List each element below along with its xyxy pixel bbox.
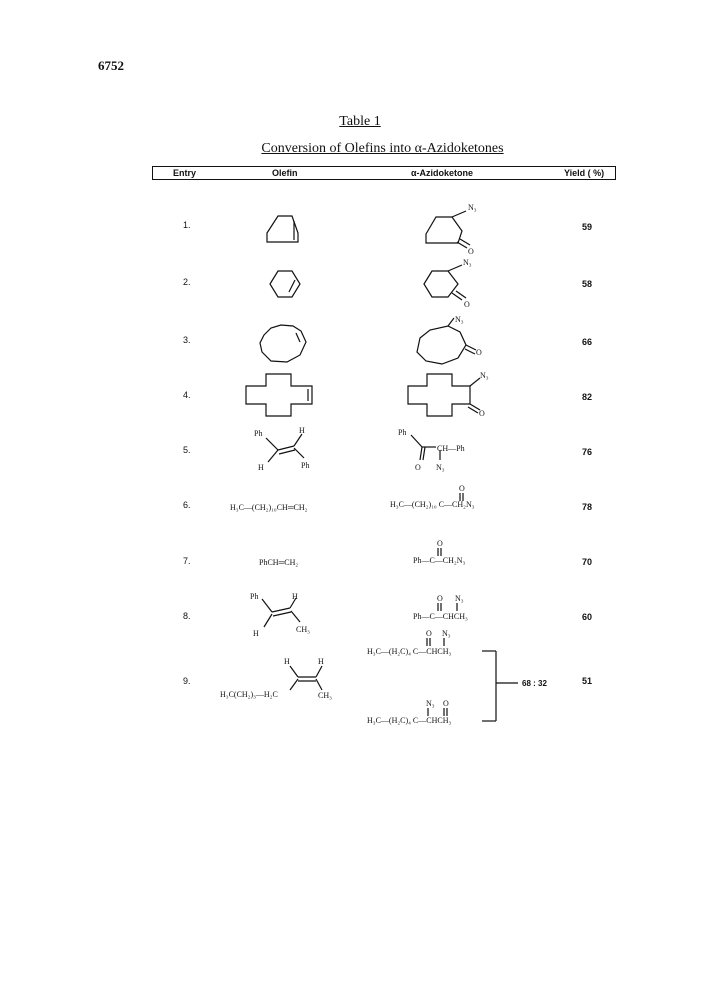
isomer-bracket [482, 651, 518, 721]
carbonyl-6 [459, 484, 465, 501]
oxygen-label: O [476, 348, 482, 357]
entry-number: 7. [183, 556, 191, 566]
hydrogen-label: H [253, 629, 259, 638]
oxygen-label: O [459, 484, 465, 493]
ketone-formula-9a: H₃C—(H₂C)₄ C—CHCH₃ [367, 647, 452, 656]
methyl-label: CH₃ [318, 691, 332, 700]
page-number: 6752 [98, 58, 124, 73]
azide-label: N₃ [436, 463, 445, 472]
carbonyl-8 [437, 594, 464, 611]
yield-value: 82 [582, 392, 593, 402]
ketone-formula-9b: H₃C—(H₂C)₄ C—CHCH₃ [367, 716, 452, 725]
stilbene-structure [254, 426, 309, 472]
azide-label: N₃ [480, 371, 489, 380]
yield-value: 58 [582, 279, 593, 289]
oxygen-label: O [464, 300, 470, 309]
methyl-label: CH₃ [296, 625, 310, 634]
cyclopentene-structure [267, 216, 298, 242]
hydrogen-label: H [292, 592, 298, 601]
azidocycloheptanone-structure [417, 315, 482, 364]
entry-number: 3. [183, 335, 191, 345]
hydrogen-label: H [284, 657, 290, 666]
yield-value: 59 [582, 222, 593, 232]
carbonyl-7 [437, 539, 443, 556]
hydrogen-label: H [258, 463, 264, 472]
carbonyl-9a [426, 629, 451, 646]
yield-value: 76 [582, 447, 593, 457]
yield-value: 51 [582, 676, 593, 686]
phenyl-label: Ph [301, 461, 310, 470]
desyl-azide-structure [398, 428, 465, 472]
entry-number: 6. [183, 500, 191, 510]
azide-label: N₃ [455, 315, 464, 324]
yield-value: 60 [582, 612, 593, 622]
entry-number: 5. [183, 445, 191, 455]
oxygen-label: O [479, 409, 485, 418]
olefin-formula-9: H₃C(CH₂)₃—H₂C [220, 690, 278, 699]
entry-number: 2. [183, 277, 191, 287]
carbonyl-9b [426, 699, 449, 716]
cycloheptene-structure [260, 325, 306, 362]
entry-number: 4. [183, 390, 191, 400]
ketone-formula-8: Ph—C—CHCH₃ [413, 612, 468, 621]
ch-phenyl-label: CH—Ph [437, 444, 465, 453]
methylstyrene-structure [250, 592, 310, 638]
header-yield: Yield ( %) [564, 168, 605, 178]
header-entry: Entry [173, 168, 197, 178]
azidocyclopentanone-structure [426, 203, 477, 256]
phenyl-label: Ph [254, 429, 263, 438]
oxygen-label: O [468, 247, 474, 256]
yield-value: 78 [582, 502, 593, 512]
table-caption: Conversion of Olefins into α-Azidoketones [261, 141, 504, 156]
olefin-formula-6: H₃C—(CH₂)₁₀CH═CH₂ [230, 503, 308, 512]
hydrogen-label: H [299, 426, 305, 435]
oxygen-label: O [437, 594, 443, 603]
hydrogen-label: H [318, 657, 324, 666]
header-azidoketone: α-Azidoketone [411, 168, 474, 178]
yield-value: 70 [582, 557, 593, 567]
azide-label: N₃ [455, 594, 464, 603]
azide-label: N₃ [426, 699, 435, 708]
azidocyclododecanone-structure [408, 371, 489, 418]
phenyl-label: Ph [250, 592, 259, 601]
isomer-ratio: 68 : 32 [522, 679, 547, 688]
azide-label: N₃ [468, 203, 477, 212]
header-olefin: Olefin [272, 168, 298, 178]
oxygen-label: O [437, 539, 443, 548]
azide-label: N₃ [442, 629, 451, 638]
entry-number: 8. [183, 611, 191, 621]
ketone-formula-6: H₃C—(CH₂)₁₀ C—CH₂N₃ [390, 500, 475, 509]
yield-value: 66 [582, 337, 593, 347]
oxygen-label: O [426, 629, 432, 638]
phenyl-label: Ph [398, 428, 407, 437]
octene-structure [284, 657, 332, 700]
ketone-formula-7: Ph—C—CH₂N₃ [413, 556, 466, 565]
entry-number: 9. [183, 676, 191, 686]
azide-label: N₃ [463, 258, 472, 267]
cyclohexene-structure [270, 271, 300, 297]
cyclododecene-structure [246, 374, 312, 416]
oxygen-label: O [443, 699, 449, 708]
entry-number: 1. [183, 220, 191, 230]
oxygen-label: O [415, 463, 421, 472]
olefin-formula-7: PhCH═CH₂ [259, 558, 299, 567]
azidocyclohexanone-structure [424, 258, 472, 309]
table-title: Table 1 [339, 114, 381, 129]
